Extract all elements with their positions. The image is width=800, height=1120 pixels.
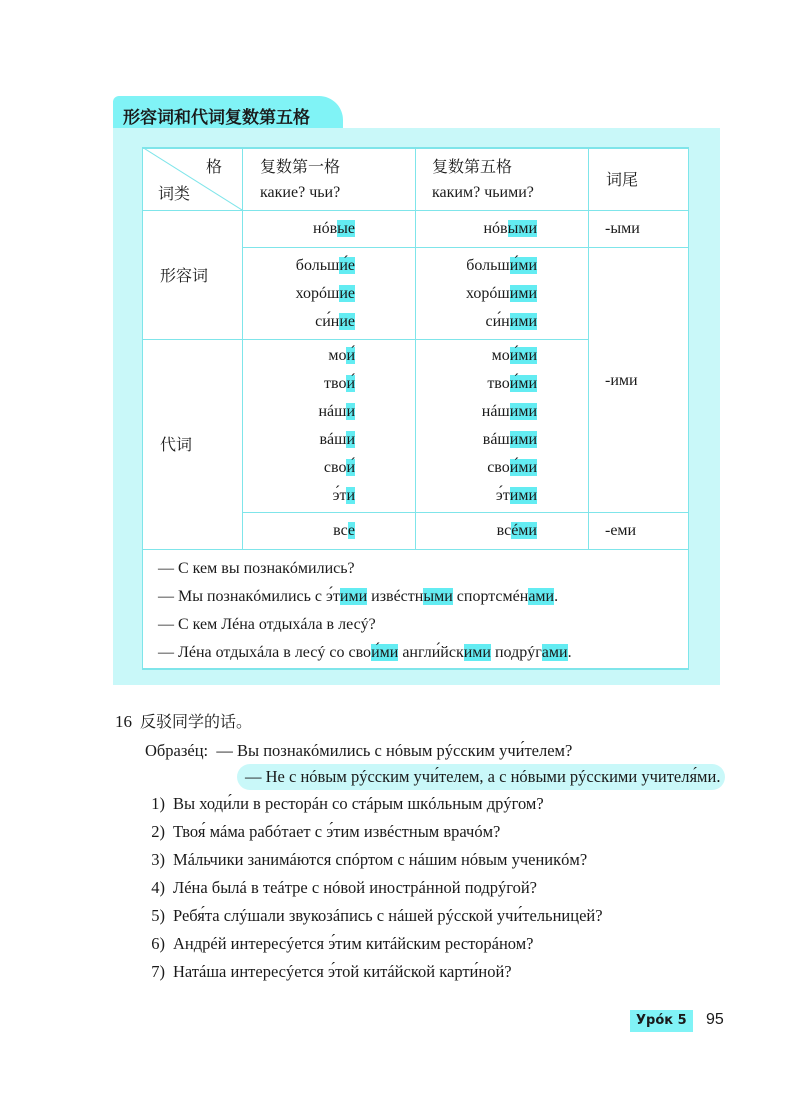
header-title: 复数第一格	[260, 157, 341, 176]
word-ending-highlight: ими	[509, 313, 537, 330]
word-form	[432, 482, 537, 510]
word-form	[432, 398, 537, 426]
item-text: Вы ходи́ли в ресторáн со стáрым шкóльным дрýгом?	[173, 794, 544, 813]
word-stem: тво	[487, 375, 510, 392]
dialogue-text: англи́йск	[398, 644, 464, 661]
word-ending-highlight: и́ми	[509, 375, 537, 392]
word-ending-highlight: е	[347, 522, 355, 539]
word-form	[432, 426, 537, 454]
ending-highlight: ыми	[423, 588, 453, 605]
exercise-item	[143, 958, 603, 986]
table-col-line	[242, 147, 243, 549]
word-stem: си́н	[315, 313, 340, 330]
dialogue-line	[158, 611, 376, 639]
exercise-heading	[115, 709, 252, 732]
item-text: Андрéй интересýется э́тим китáйским ресторáном?	[173, 934, 534, 953]
word-form	[260, 426, 355, 454]
group-label-pronoun: 代词	[160, 435, 193, 454]
lesson-badge: Урóк 5	[630, 1010, 693, 1032]
word-ending-highlight: и́ми	[509, 347, 537, 364]
word-ending-highlight: ими	[509, 431, 537, 448]
table-border-bottom	[142, 668, 689, 670]
question-end: ?	[333, 184, 341, 201]
sample-label: Образéц:	[145, 741, 209, 760]
question-end: ?	[526, 184, 534, 201]
dialogue-text: — С кем Лéна отдыхáла в лесý?	[158, 616, 376, 633]
ending-cell: -ыми	[605, 220, 640, 237]
dialogue-text: .	[554, 588, 559, 605]
word-form	[260, 454, 355, 482]
word-stem: сво	[487, 459, 510, 476]
word-form	[260, 252, 355, 280]
item-number: 3)	[151, 850, 165, 869]
header-col-instrumental	[432, 153, 534, 207]
ending-highlight: ими	[339, 588, 368, 605]
header-wordclass-label: 词类	[158, 184, 191, 203]
page-number: 95	[706, 1011, 724, 1028]
word-stem: нáш	[318, 403, 347, 420]
word-form	[432, 342, 537, 370]
table-col-line	[415, 147, 416, 549]
word-ending-highlight: и́ми	[509, 257, 537, 274]
ending-highlight: ами	[541, 644, 568, 661]
word-form	[260, 482, 355, 510]
question-word: каким	[432, 184, 474, 201]
dialogue-text: .	[567, 644, 572, 661]
dialogue-line	[158, 555, 355, 583]
table-line	[242, 512, 689, 513]
word-ending-highlight: ые	[337, 220, 355, 237]
word-stem: э́т	[332, 487, 347, 504]
exercise-item	[143, 818, 603, 846]
word-stem: вс	[333, 522, 348, 539]
dialogue-text: — Лéна отдыхáла в лесý со сво	[158, 644, 372, 661]
header-case-label: 格	[206, 157, 223, 176]
item-number: 7)	[151, 962, 165, 981]
dialogue-line	[158, 583, 558, 611]
header-col-ending: 词尾	[606, 170, 639, 189]
word-ending-highlight: ие	[339, 313, 355, 330]
word-form	[260, 370, 355, 398]
question-word: чьими	[484, 184, 527, 201]
word-ending-highlight: éми	[511, 522, 537, 539]
word-stem: вс	[496, 522, 512, 539]
header-col-nominative	[260, 153, 340, 207]
question-word: какие	[260, 184, 299, 201]
word-stem: мо	[328, 347, 347, 364]
word-ending-highlight: и	[346, 431, 355, 448]
item-text: Ребя́та слýшали звукозáпись с нáшей рýсской учи́тельницей?	[173, 906, 603, 925]
word-form	[260, 215, 355, 243]
word-ending-highlight: и	[346, 487, 355, 504]
word-stem: больш	[295, 257, 340, 274]
item-text: Лéна былá в теáтре с нóвой инострáнной подрýгой?	[173, 878, 538, 897]
word-stem: нóв	[483, 220, 508, 237]
header-question	[260, 179, 340, 207]
ending-cell: -еми	[605, 522, 637, 539]
exercise-item	[143, 902, 603, 930]
table-col-line	[588, 147, 589, 549]
table-line	[242, 247, 689, 248]
word-ending-highlight: и́	[346, 347, 355, 364]
word-form	[432, 252, 537, 280]
item-number: 6)	[151, 934, 165, 953]
ending-highlight: и́ми	[371, 644, 399, 661]
word-form	[260, 398, 355, 426]
sample-answer: — Не с нóвым рýсским учи́телем, а с нóвыми рýсскими учителя́ми.	[245, 767, 721, 786]
item-text: Твоя́ мáма рабóтает с э́тим извéстным врачóм?	[173, 822, 501, 841]
word-stem: сво	[323, 459, 347, 476]
word-ending-highlight: и́ми	[509, 459, 537, 476]
question-sep: ?	[473, 184, 485, 201]
ending-highlight: ами	[528, 588, 555, 605]
table-border-left	[142, 147, 143, 669]
ending-highlight: ими	[463, 644, 491, 661]
question-sep: ?	[298, 184, 310, 201]
word-ending-highlight: ыми	[507, 220, 537, 237]
word-stem: тво	[324, 375, 347, 392]
word-stem: вáш	[482, 431, 510, 448]
dialogue-text: извéстн	[367, 588, 424, 605]
diagonal-divider	[142, 147, 242, 210]
exercise-item	[143, 790, 603, 818]
exercise-item	[143, 930, 603, 958]
word-form	[432, 215, 537, 243]
section-title: 形容词和代词复数第五格	[113, 96, 343, 132]
table-border-right	[688, 147, 689, 669]
word-form	[432, 454, 537, 482]
item-text: Мáльчики занимáются спóртом с нáшим нóвым ученикóм?	[173, 850, 588, 869]
dialogue-text: — Мы познакóмились с э́т	[158, 588, 340, 605]
dialogue-text: — С кем вы познакóмились?	[158, 560, 355, 577]
word-stem: нóв	[313, 220, 338, 237]
item-number: 4)	[151, 878, 165, 897]
item-number: 1)	[151, 794, 165, 813]
dialogue-line	[158, 639, 572, 667]
exercise-number: 16	[115, 712, 132, 731]
word-ending-highlight: ими	[509, 285, 537, 302]
table-line-group	[142, 339, 589, 340]
word-stem: мо	[491, 347, 510, 364]
header-question	[432, 179, 534, 207]
word-stem: больш	[466, 257, 510, 274]
table-line-bottom	[142, 549, 689, 550]
ending-cell: -ими	[605, 372, 638, 389]
item-number: 5)	[151, 906, 165, 925]
word-stem: э́т	[495, 487, 510, 504]
exercise-item	[143, 874, 603, 902]
word-form	[260, 280, 355, 308]
word-ending-highlight: и	[346, 403, 355, 420]
header-title: 复数第五格	[432, 157, 513, 176]
word-ending-highlight: ими	[509, 403, 537, 420]
word-form	[260, 342, 355, 370]
word-ending-highlight: и́	[346, 375, 355, 392]
word-ending-highlight: ими	[509, 487, 537, 504]
item-text: Натáша интересýется э́той китáйской карти́ной?	[173, 962, 512, 981]
exercise-instruction: 反驳同学的话。	[140, 712, 253, 731]
word-stem: нáш	[481, 403, 510, 420]
word-form	[432, 517, 537, 545]
question-word: чьи	[309, 184, 334, 201]
word-stem: си́н	[485, 313, 510, 330]
word-form	[432, 308, 537, 336]
word-ending-highlight: и́е	[339, 257, 355, 274]
word-form	[432, 280, 537, 308]
dialogue-text: подрýг	[490, 644, 542, 661]
sample-question-line	[145, 737, 572, 765]
word-form	[260, 308, 355, 336]
sample-question: — Вы познакóмились с нóвым рýсским учи́телем?	[216, 741, 573, 760]
exercise-items	[143, 790, 603, 986]
word-stem: хорóш	[466, 285, 510, 302]
group-label-adjective: 形容词	[160, 266, 209, 285]
dialogue-text: спортсмéн	[452, 588, 529, 605]
item-number: 2)	[151, 822, 165, 841]
exercise-item	[143, 846, 603, 874]
word-form	[432, 370, 537, 398]
word-form	[260, 517, 355, 545]
word-ending-highlight: и́	[346, 459, 355, 476]
word-stem: вáш	[319, 431, 347, 448]
word-ending-highlight: ие	[339, 285, 355, 302]
word-stem: хорóш	[295, 285, 340, 302]
